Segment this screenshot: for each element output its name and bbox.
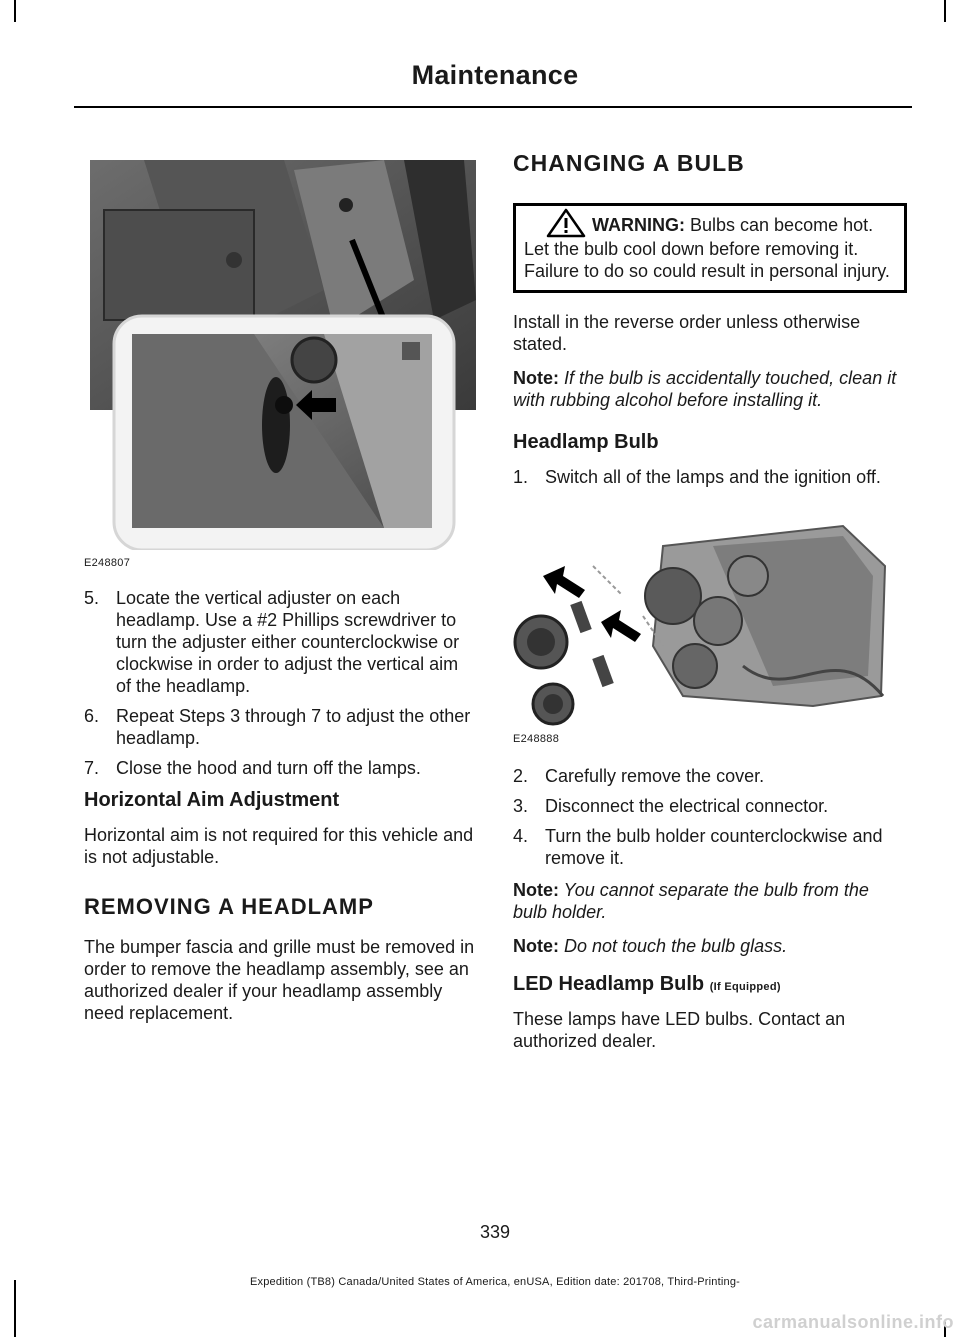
adjust-steps [84, 587, 476, 779]
list-item: 7. Close the hood and turn off the lamps. [84, 758, 421, 778]
page-number: 339 [479, 1222, 511, 1242]
headlamp-assembly-illustration [513, 506, 907, 726]
list-item: 2. Carefully remove the cover. [513, 766, 765, 786]
figure-caption: E248807 [84, 557, 131, 569]
warning-text: WARNING: Bulbs can become hot. Let the bulb cool down before removing it. Failure to do so could result in personal injury. [524, 214, 896, 282]
figure-vertical-adjuster [84, 150, 476, 569]
vertical-adjuster-illustration [84, 150, 476, 550]
figure-caption: E248888 [513, 733, 560, 745]
bulb-steps [513, 765, 907, 869]
header-rule [74, 106, 912, 108]
list-item: 3. Disconnect the electrical connector. [513, 796, 829, 816]
changing-bulb-heading: CHANGING A BULB [513, 150, 745, 176]
install-text: Install in the reverse order unless otherwise stated. [513, 312, 861, 354]
crop-mark-top-right-v [944, 0, 946, 22]
note-separate-bulb: Note: You cannot separate the bulb from the bulb holder. [513, 880, 869, 922]
right-column [513, 150, 907, 1064]
list-item: 1. Switch all of the lamps and the ignition off. [513, 467, 881, 487]
removing-headlamp-text: The bumper fascia and grille must be removed in order to remove the headlamp assembly, see an authorized dealer if your headlamp assembly need replacement. [84, 937, 475, 1023]
note-accidental-touch: Note: If the bulb is accidentally touched, clean it with rubbing alcohol before installing it. [513, 368, 897, 410]
crop-mark-bottom-left-v [14, 1280, 16, 1337]
list-item: 6. Repeat Steps 3 through 7 to adjust the other headlamp. [84, 706, 471, 748]
warning-box [513, 203, 907, 293]
page-title: Maintenance [411, 60, 579, 90]
footer-text: Expedition (TB8) Canada/United States of America, enUSA, Edition date: 201708, Third-Printing- [249, 1276, 741, 1288]
removing-headlamp-heading: REMOVING A HEADLAMP [84, 894, 374, 919]
headlamp-bulb-heading: Headlamp Bulb [513, 431, 659, 453]
list-item: 4. Turn the bulb holder counterclockwise and remove it. [513, 826, 883, 868]
list-item: 5. Locate the vertical adjuster on each headlamp. Use a #2 Phillips screwdriver to turn the adjuster either counterclockwise or clockwise in order to adjust the vertical aim of the headlamp. [84, 588, 460, 696]
left-column [84, 150, 476, 1036]
led-headlamp-bulb-heading: LED Headlamp Bulb (If Equipped) [513, 973, 781, 995]
led-text: These lamps have LED bulbs. Contact an authorized dealer. [513, 1009, 846, 1051]
watermark: carmanualsonline.info [752, 1312, 954, 1332]
horizontal-aim-text: Horizontal aim is not required for this vehicle and is not adjustable. [84, 825, 474, 867]
note-touch-glass: Note: Do not touch the bulb glass. [513, 936, 788, 956]
horizontal-aim-heading: Horizontal Aim Adjustment [84, 789, 340, 811]
figure-headlamp-bulb [513, 506, 907, 745]
crop-mark-top-left-v [14, 0, 16, 22]
warning-triangle-icon [546, 208, 586, 238]
switch-off-step [513, 466, 907, 488]
